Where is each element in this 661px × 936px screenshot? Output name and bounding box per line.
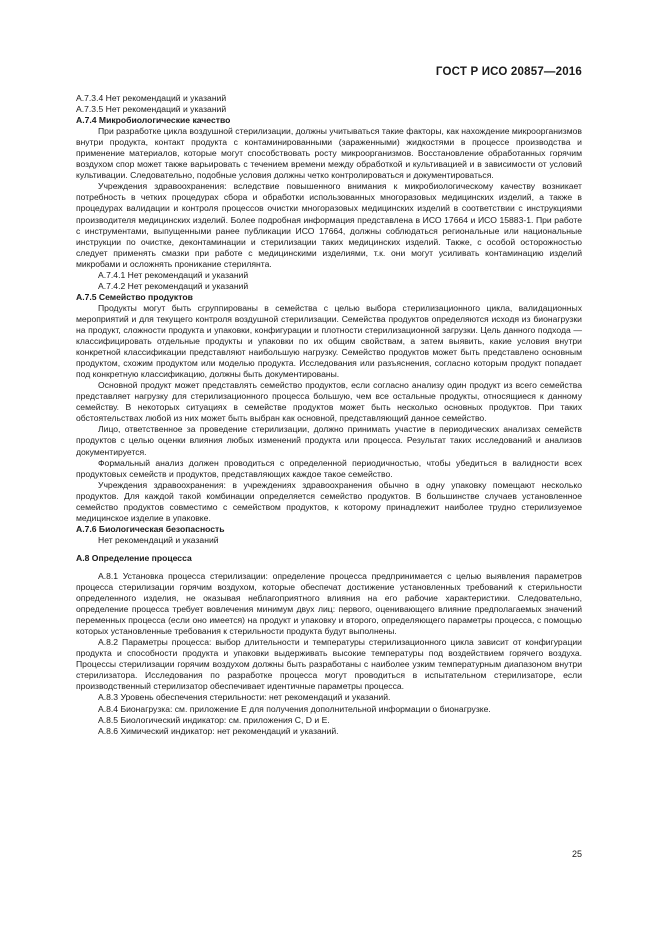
paragraph: Лицо, ответственное за проведение стерилизации, должно принимать участие в периодических анализах семейств продуктов с целью оценки влияния любых изменений продукта или процесса. Результат таких исследований и анализов документируется. <box>76 424 582 457</box>
document-body <box>76 93 582 737</box>
clause-a-7-3-4: А.7.3.4 Нет рекомендаций и указаний <box>76 93 227 103</box>
clause-a-8-4: А.8.4 Бионагрузка: см. приложение Е для получения дополнительной информации о бионагрузке. <box>98 703 491 714</box>
paragraph: Учреждения здравоохранения: в учреждениях здравоохранения обычно в одну упаковку помещают несколько продуктов. Для каждой такой комбинации определяется семейство продуктов. В большинстве случаев установленное семейство продуктов совместимо с семейством продуктов, к которому принадлежит наиболее трудно стерилизуемое медицинское изделие в упаковке. <box>76 479 582 523</box>
clause-a-7-3-5: А.7.3.5 Нет рекомендаций и указаний <box>76 104 227 115</box>
heading-a-7-5: А.7.5 Семейство продуктов <box>76 291 193 302</box>
no-recommendations-note: Нет рекомендаций и указаний <box>98 534 219 545</box>
paragraph: Продукты могут быть сгруппированы в семейства с целью выбора стерилизационного цикла, валидационных мероприятий и для текущего контроля воздушной стерилизации. Семейства продуктов определяются исходя из бионагрузки на продукт, сложности продукта и упаковки, конфигурации и плотности стерилизационной загрузки. Цель данного подхода — классифицировать отдельные продукты и упаковки по их общим свойствам, а затем выявить, какие условия внутри конкретной классификации представляют наибольшую нагрузку. Семейство продуктов может быть представлено основным продуктом, схожим продуктом или моделью продукта. Исследования или разъяснения, согласно которым продукт попадает под конкретную классификацию, должны быть документированы. <box>76 302 582 380</box>
clause-a-7-4-2: А.7.4.2 Нет рекомендаций и указаний <box>98 280 249 291</box>
paragraph: При разработке цикла воздушной стерилизации, должны учитываться такие факторы, как нахождение микроорганизмов внутри продукта, контакт продукта с контаминированными (зараженными) жидкостями в процессе производства и применение материалов, которые могут способствовать росту микроорганизмов. Восстановление обработанных горячим воздухом спор может также варьировать с течением времени между обработкой и культивацией и в зависимости от условий культивации. Следовательно, подобные условия должны четко контролироваться и документироваться. <box>76 126 582 181</box>
page-number: 25 <box>571 849 582 859</box>
heading-a-7-4: А.7.4 Микробиологические качество <box>76 115 231 126</box>
standard-header: ГОСТ Р ИСО 20857—2016 <box>435 66 582 78</box>
heading-a-8: А.8 Определение процесса <box>76 552 192 563</box>
paragraph: Формальный анализ должен проводиться с определенной периодичностью, чтобы убедиться в валидности всех продуктовых семейств и продуктов, представляющих каждое такое семейство. <box>76 457 582 479</box>
paragraph: А.8.1 Установка процесса стерилизации: определение процесса предпринимается с целью выявления параметров процесса стерилизации горячим воздухом, которые обеспечат достижение установленных требований к стерильности определенного изделия, не оказывая неблагоприятного влияния на его рабочие характеристики. Следовательно, определение процесса требует вовлечения минимум двух лиц: первого, оценивающего влияние предполагаемых значений переменных процесса (если оно имеется) на продукт и упаковку и второго, определяющего параметры процесса, с помощью которых установленные требования к стерильности продукта будут выполнены. <box>76 570 582 637</box>
heading-a-7-6: А.7.6 Биологическая безопасность <box>76 523 225 534</box>
clause-a-7-4-1: А.7.4.1 Нет рекомендаций и указаний <box>98 269 249 280</box>
paragraph: А.8.2 Параметры процесса: выбор длительности и температуры стерилизационного цикла зависит от конфигурации продукта и способности продукта и упаковки выдерживать высокие температуры под воздействием горячего воздуха. Процессы стерилизации горячим воздухом должны быть разработаны с наиболее узким температурным диапазоном внутри стерилизатора. Исследования по разработке процесса могут проводиться в испытательном стерилизаторе, если производственный стерилизатор обеспечивает идентичные параметры процесса. <box>76 637 582 692</box>
paragraph: Основной продукт может представлять семейство продуктов, если согласно анализу один продукт из всего семейства представляет нагрузку для стерилизационного процесса большую, чем все остальные продукты, относящиеся к данному семейству. В некоторых ситуациях в семействе продуктов может быть несколько основных продуктов. При таких обстоятельствах любой из них может быть выбран как основной, представляющий данное семейство. <box>76 380 582 424</box>
clause-a-8-6: А.8.6 Химический индикатор: нет рекомендаций и указаний. <box>98 725 339 736</box>
clause-a-8-3: А.8.3 Уровень обеспечения стерильности: нет рекомендаций и указаний. <box>98 692 391 703</box>
paragraph: Учреждения здравоохранения: вследствие повышенного внимания к микробиологическому качеству возникает потребность в четких процедурах сбора и обработки использованных многоразовых медицинских изделий, а также в процедурах валидации и контроля процессов очистки многоразовых медицинских изделий в соответствии с инструкциями производителя медицинских изделий. Более подробная информация представлена в ИСО 17664 и ИСО 15883-1. При работе с инструментами, выпущенными ранее публикации ИСО 17664, должны соблюдаться региональные или национальные инструкции по очистке, деконтаминации и стерилизации таких медицинских изделий. Также, с особой осторожностью следует применять смазки при работе с медицинскими изделиями, т.к. они могут усиливать контаминацию изделий микробами и осложнять проникание стерилянта. <box>76 181 582 269</box>
clause-a-8-5: А.8.5 Биологический индикатор: см. приложения С, D и Е. <box>98 714 330 725</box>
